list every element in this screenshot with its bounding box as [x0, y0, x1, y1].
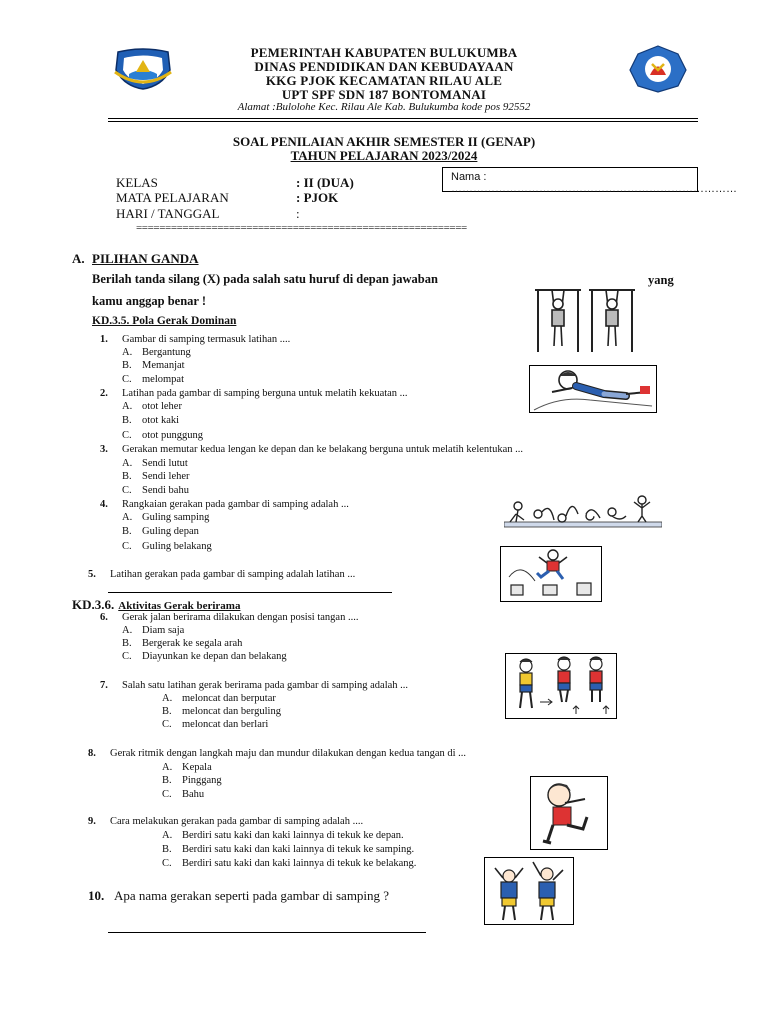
kd-3-6-heading: KD.3.6. Aktivitas Gerak berirama	[72, 597, 241, 612]
header-line-3: KKG PJOK KECAMATAN RILAU ALE	[265, 73, 503, 88]
back-extension-illustration	[529, 365, 657, 413]
one-leg-stand-illustration	[530, 776, 608, 850]
q9-option-b[interactable]: B. Berdiri satu kaki dan kaki lainnya di tekuk ke samping.	[162, 844, 415, 855]
q3-option-b[interactable]: B. Sendi leher	[122, 471, 190, 482]
exam-title: SOAL PENILAIAN AKHIR SEMESTER II (GENAP)	[232, 134, 536, 149]
instruction-1: Berilah tanda silang (X) pada salah satu huruf di depan jawaban	[92, 272, 438, 286]
q4-option-a[interactable]: A. Guling samping	[122, 512, 210, 523]
exam-year: TAHUN PELAJARAN 2023/2024	[290, 148, 478, 163]
header-rule-thin	[108, 121, 698, 122]
question-10: 10. Apa nama gerakan seperti pada gambar di samping ?	[88, 888, 390, 903]
q8-option-c[interactable]: C. Bahu	[162, 789, 205, 800]
q10-answer-line[interactable]	[108, 932, 426, 933]
kd-3-5-heading: KD.3.5. Pola Gerak Dominan	[92, 315, 237, 327]
question-1: 1. Gambar di samping termasuk latihan ....	[100, 334, 291, 345]
question-6: 6. Gerak jalan berirama dilakukan dengan posisi tangan ....	[100, 612, 359, 623]
q7-option-b[interactable]: B. meloncat dan berguling	[162, 706, 281, 717]
q8-option-b[interactable]: B. Pinggang	[162, 775, 222, 786]
side-stretch-illustration	[484, 857, 574, 925]
q7-option-a[interactable]: A. meloncat dan berputar	[162, 693, 276, 704]
instruction-yang: yang	[648, 273, 674, 287]
q6-option-b[interactable]: B. Bergerak ke segala arah	[122, 638, 243, 649]
box-jump-illustration	[500, 546, 602, 602]
header-rule	[108, 118, 698, 119]
q4-option-b[interactable]: B. Guling depan	[122, 526, 199, 537]
question-4: 4. Rangkaian gerakan pada gambar di samping adalah ...	[100, 499, 349, 510]
q1-option-a[interactable]: A. Bergantung	[122, 347, 191, 358]
hari-value: :	[296, 206, 300, 221]
kelas-value: : II (DUA)	[296, 175, 354, 190]
q6-option-a[interactable]: A. Diam saja	[122, 625, 185, 636]
q7-option-c[interactable]: C. meloncat dan berlari	[162, 719, 269, 730]
question-9: 9. Cara melakukan gerakan pada gambar di samping adalah ....	[88, 816, 364, 827]
q1-option-b[interactable]: B. Memanjat	[122, 360, 185, 371]
q4-option-c[interactable]: C. Guling belakang	[122, 541, 212, 552]
q8-option-a[interactable]: A. Kepala	[162, 762, 212, 773]
q1-option-c[interactable]: C. melompat	[122, 374, 184, 385]
question-8: 8. Gerak ritmik dengan langkah maju dan mundur dilakukan dengan kedua tangan di ...	[88, 748, 467, 759]
q6-option-c[interactable]: C. Diayunkan ke depan dan belakang	[122, 651, 287, 662]
question-2: 2. Latihan pada gambar di samping berguna untuk melatih kekuatan ...	[100, 388, 408, 399]
header-address: Alamat :Bulolohe Kec. Rilau Ale Kab. Bulukumba kode pos 92552	[237, 101, 531, 113]
header-line-2: DINAS PENDIDIKAN DAN KEBUDAYAAN	[254, 59, 514, 74]
q9-option-c[interactable]: C. Berdiri satu kaki dan kaki lainnya di tekuk ke belakang.	[162, 858, 417, 869]
question-7: 7. Salah satu latihan gerak berirama pada gambar di samping adalah ...	[100, 680, 409, 691]
question-3: 3. Gerakan memutar kedua lengan ke depan dan ke belakang berguna untuk melatih kelentukan ...	[100, 444, 523, 455]
q2-option-b[interactable]: B. otot kaki	[122, 415, 180, 426]
hari-label: HARI / TANGGAL	[116, 206, 220, 221]
question-5: 5. Latihan gerakan pada gambar di samping adalah latihan ...	[88, 569, 356, 580]
hanging-bar-illustration	[530, 284, 640, 354]
kelas-label: KELAS	[116, 175, 158, 190]
forward-roll-illustration	[504, 492, 662, 530]
mapel-label: MATA PELAJARAN	[116, 190, 229, 205]
q5-answer-line[interactable]	[108, 592, 392, 593]
q2-option-c[interactable]: C. otot punggung	[122, 430, 203, 441]
rhythmic-jump-illustration	[505, 653, 617, 719]
mapel-value: : PJOK	[296, 190, 339, 205]
q9-option-a[interactable]: A. Berdiri satu kaki dan kaki lainnya di tekuk ke depan.	[162, 830, 404, 841]
name-field[interactable]: Nama : ……………………………………………………………………	[442, 167, 698, 192]
section-letter: A.	[72, 251, 85, 266]
header-line-4: UPT SPF SDN 187 BONTOMANAI	[281, 87, 487, 102]
separator-line: =========================================================	[136, 222, 467, 234]
header-line-1: PEMERINTAH KABUPATEN BULUKUMBA	[250, 45, 518, 60]
q2-option-a[interactable]: A. otot leher	[122, 401, 182, 412]
q3-option-c[interactable]: C. Sendi bahu	[122, 485, 189, 496]
q3-option-a[interactable]: A. Sendi lutut	[122, 458, 188, 469]
instruction-2: kamu anggap benar !	[92, 294, 207, 308]
section-heading: PILIHAN GANDA	[92, 251, 199, 266]
